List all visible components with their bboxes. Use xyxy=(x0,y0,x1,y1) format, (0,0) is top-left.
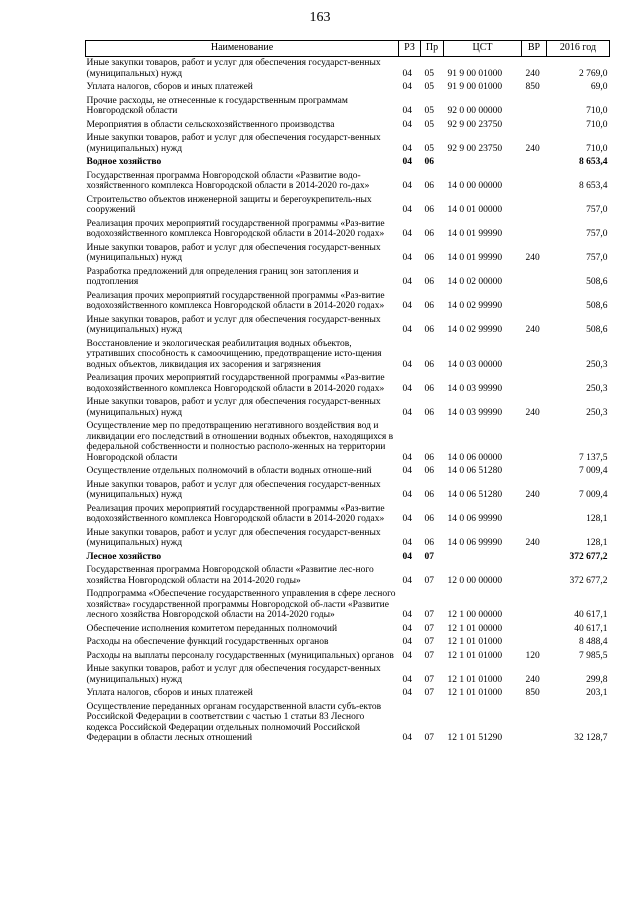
cell-cst: 14 0 03 00000 xyxy=(447,359,503,370)
cell-cst: 12 1 01 01000 xyxy=(447,637,503,647)
cell-rz: 04 xyxy=(402,68,412,79)
table-row xyxy=(86,95,610,119)
table-row xyxy=(86,588,610,623)
cell-cst: 91 9 00 01000 xyxy=(447,68,503,79)
cell-rz: 04 xyxy=(402,82,412,92)
cell-rz: 04 xyxy=(402,575,412,586)
table-row xyxy=(86,314,610,338)
cell-pr: 06 xyxy=(424,325,434,335)
cell-name: Иные закупки товаров, работ и услуг для обеспечения государст-венных (муниципальных) нужд xyxy=(86,314,381,335)
header-name: Наименование xyxy=(86,41,399,57)
header-pr: Пр xyxy=(421,41,444,57)
cell-name: Осуществление отдельных полномочий в области водных отноше-ний xyxy=(86,466,372,476)
page-number: 163 xyxy=(309,10,331,25)
cell-pr: 07 xyxy=(424,637,434,647)
cell-name: Расходы на выплаты персоналу государственных (муниципальных) органов xyxy=(86,650,394,661)
cell-vr xyxy=(522,465,547,479)
cell-pr: 07 xyxy=(424,610,434,620)
cell-rz: 04 xyxy=(402,383,412,394)
table-row xyxy=(86,465,610,479)
cell-pr: 05 xyxy=(424,82,434,92)
cell-amount: 372 677,2 xyxy=(569,551,608,562)
cell-pr: 06 xyxy=(424,301,434,311)
cell-cst: 14 0 06 99990 xyxy=(447,514,503,524)
cell-amount: 508,6 xyxy=(586,301,608,311)
cell-pr: 05 xyxy=(424,68,434,79)
cell-pr: 06 xyxy=(424,383,434,394)
cell-name: Мероприятия в области сельскохозяйственного производства xyxy=(86,119,335,130)
cell-vr xyxy=(522,290,547,314)
cell-amount: 8 653,4 xyxy=(579,157,608,167)
table-row xyxy=(86,194,610,218)
cell-rz: 04 xyxy=(402,301,412,311)
cell-cst: 12 1 01 01000 xyxy=(447,688,503,698)
cell-cst: 92 0 00 00000 xyxy=(447,106,503,116)
cell-amount: 250,3 xyxy=(586,359,608,370)
cell-vr xyxy=(522,170,547,194)
cell-cst: 14 0 03 99990 xyxy=(447,407,503,418)
cell-pr: 06 xyxy=(424,466,434,476)
cell-vr: 240 xyxy=(525,674,540,685)
cell-rz: 04 xyxy=(402,610,412,620)
cell-rz: 04 xyxy=(402,407,412,418)
cell-name: Водное хозяйство xyxy=(86,157,162,167)
cell-pr: 05 xyxy=(424,106,434,116)
cell-rz: 04 xyxy=(402,143,412,154)
cell-rz: 04 xyxy=(402,452,412,463)
cell-cst: 14 0 01 00000 xyxy=(447,205,503,215)
cell-pr: 06 xyxy=(424,181,434,191)
cell-name: Прочие расходы, не отнесенные к государственным программам Новгородской области xyxy=(86,95,348,116)
cell-cst: 91 9 00 01000 xyxy=(447,82,503,92)
cell-vr xyxy=(522,636,547,650)
cell-name: Реализация прочих мероприятий государственной программы «Раз-витие водохозяйственного комплекса Новгородской области в 2014-2020 годах» xyxy=(86,373,385,394)
cell-vr xyxy=(522,95,547,119)
cell-pr: 07 xyxy=(424,674,434,685)
cell-rz: 04 xyxy=(402,466,412,476)
table-row xyxy=(86,420,610,465)
cell-rz: 04 xyxy=(402,623,412,634)
cell-name: Строительство объектов инженерной защиты и берегоукрепитель-ных сооружений xyxy=(86,194,372,215)
cell-pr: 06 xyxy=(424,490,434,500)
cell-amount: 7 009,4 xyxy=(579,466,608,476)
cell-pr: 06 xyxy=(424,277,434,287)
cell-amount: 40 617,1 xyxy=(574,623,608,634)
cell-rz: 04 xyxy=(402,538,412,548)
cell-pr: 06 xyxy=(424,407,434,418)
cell-rz: 04 xyxy=(402,119,412,130)
table-header-row xyxy=(86,41,610,57)
header-cst: ЦСТ xyxy=(444,41,522,57)
cell-name: Обеспечение исполнения комитетом переданных полномочий xyxy=(86,623,338,634)
cell-name: Уплата налогов, сборов и иных платежей xyxy=(86,688,253,698)
table-row xyxy=(86,650,610,664)
table-row xyxy=(86,687,610,701)
cell-pr: 07 xyxy=(424,623,434,634)
cell-cst: 14 0 02 00000 xyxy=(447,277,503,287)
cell-amount: 203,1 xyxy=(586,688,608,698)
table-row xyxy=(86,372,610,396)
cell-name: Реализация прочих мероприятий государственной программы «Раз-витие водохозяйственного комплекса Новгородской области в 2014-2020 годах» xyxy=(86,503,385,524)
cell-amount: 7 137,5 xyxy=(579,452,608,463)
cell-vr: 120 xyxy=(525,650,540,661)
cell-vr xyxy=(522,701,547,746)
cell-amount: 508,6 xyxy=(586,325,608,335)
cell-name: Расходы на обеспечение функций государственных органов xyxy=(86,637,329,647)
cell-pr: 07 xyxy=(424,688,434,698)
cell-cst: 92 9 00 23750 xyxy=(447,119,503,130)
cell-cst: 12 1 01 01000 xyxy=(447,650,503,661)
cell-vr xyxy=(522,588,547,623)
cell-name: Иные закупки товаров, работ и услуг для обеспечения государст-венных (муниципальных) нужд xyxy=(86,133,381,154)
cell-cst: 14 0 06 51280 xyxy=(447,466,503,476)
cell-rz: 04 xyxy=(402,229,412,239)
cell-amount: 128,1 xyxy=(586,538,608,548)
cell-cst: 14 0 02 99990 xyxy=(447,325,503,335)
cell-rz: 04 xyxy=(402,514,412,524)
cell-name: Лесное хозяйство xyxy=(86,551,162,562)
cell-name: Иные закупки товаров, работ и услуг для обеспечения государст-венных (муниципальных) нужд xyxy=(86,58,381,79)
cell-vr xyxy=(522,266,547,290)
table-row xyxy=(86,338,610,373)
cell-cst: 14 0 01 99990 xyxy=(447,229,503,239)
budget-table xyxy=(85,40,610,746)
cell-pr: 05 xyxy=(424,143,434,154)
cell-vr xyxy=(522,420,547,465)
table-row xyxy=(86,81,610,95)
cell-vr: 850 xyxy=(525,82,540,92)
table-row xyxy=(86,266,610,290)
cell-pr: 06 xyxy=(424,514,434,524)
cell-amount: 128,1 xyxy=(586,514,608,524)
table-row xyxy=(86,551,610,565)
table-row xyxy=(86,503,610,527)
cell-rz: 04 xyxy=(402,490,412,500)
cell-cst xyxy=(444,156,522,170)
table-row xyxy=(86,242,610,266)
header-year: 2016 год xyxy=(547,41,610,57)
cell-amount: 7 009,4 xyxy=(579,490,608,500)
table-row xyxy=(86,479,610,503)
cell-name: Реализация прочих мероприятий государственной программы «Раз-витие водохозяйственного комплекса Новгородской области в 2014-2020 годах» xyxy=(86,290,385,311)
cell-pr: 07 xyxy=(424,650,434,661)
table-row xyxy=(86,170,610,194)
table-row xyxy=(86,218,610,242)
cell-cst xyxy=(444,551,522,565)
cell-rz: 04 xyxy=(402,157,412,167)
cell-pr: 05 xyxy=(424,119,434,130)
cell-vr: 240 xyxy=(525,538,540,548)
cell-amount: 8 653,4 xyxy=(579,181,608,191)
cell-vr xyxy=(522,623,547,637)
header-rz: РЗ xyxy=(399,41,421,57)
cell-name: Иные закупки товаров, работ и услуг для обеспечения государст-венных (муниципальных) нужд xyxy=(86,242,381,263)
table-row xyxy=(86,701,610,746)
cell-pr: 06 xyxy=(424,452,434,463)
cell-rz: 04 xyxy=(402,551,412,562)
table-row xyxy=(86,636,610,650)
cell-amount: 757,0 xyxy=(586,205,608,215)
cell-vr xyxy=(522,551,547,565)
table-row xyxy=(86,564,610,588)
cell-pr: 07 xyxy=(424,575,434,586)
table-row xyxy=(86,527,610,551)
cell-rz: 04 xyxy=(402,637,412,647)
cell-name: Восстановление и экологическая реабилитация водных объектов, утративших способность к самоочищению, предотвращение исто-щения водных объектов, ликвидация их засорения и загрязнения xyxy=(86,338,382,370)
cell-pr: 06 xyxy=(424,359,434,370)
cell-rz: 04 xyxy=(402,674,412,685)
cell-rz: 04 xyxy=(402,253,412,263)
cell-name: Иные закупки товаров, работ и услуг для обеспечения государст-венных (муниципальных) нужд xyxy=(86,527,381,548)
cell-amount: 8 488,4 xyxy=(579,637,608,647)
cell-name: Реализация прочих мероприятий государственной программы «Раз-витие водохозяйственного комплекса Новгородской области в 2014-2020 годах» xyxy=(86,218,385,239)
cell-amount: 757,0 xyxy=(586,253,608,263)
cell-amount: 7 985,5 xyxy=(579,650,608,661)
cell-amount: 299,8 xyxy=(586,674,608,685)
cell-vr xyxy=(522,194,547,218)
cell-cst: 12 1 00 00000 xyxy=(447,610,503,620)
cell-pr: 06 xyxy=(424,157,434,167)
cell-vr xyxy=(522,156,547,170)
cell-cst: 14 0 06 51280 xyxy=(447,490,503,500)
cell-vr: 240 xyxy=(525,68,540,79)
cell-rz: 04 xyxy=(402,650,412,661)
cell-amount: 710,0 xyxy=(586,119,608,130)
cell-pr: 06 xyxy=(424,253,434,263)
cell-name: Осуществление мер по предотвращению негативного воздействия вод и ликвидации его последствий в отношении водных объектов, находящихся в федеральной собственности и полностью располо-женных на территории Новгородской области xyxy=(86,421,394,463)
cell-vr xyxy=(522,564,547,588)
cell-rz: 04 xyxy=(402,205,412,215)
cell-vr: 240 xyxy=(525,325,540,335)
table-row xyxy=(86,290,610,314)
cell-name: Уплата налогов, сборов и иных платежей xyxy=(86,82,253,92)
cell-amount: 250,3 xyxy=(586,407,608,418)
cell-amount: 2 769,0 xyxy=(579,68,608,79)
cell-vr xyxy=(522,372,547,396)
table-row xyxy=(86,623,610,637)
cell-amount: 69,0 xyxy=(590,82,608,92)
cell-vr xyxy=(522,338,547,373)
cell-cst: 12 1 01 51290 xyxy=(447,733,503,743)
table-row xyxy=(86,663,610,687)
cell-rz: 04 xyxy=(402,359,412,370)
cell-amount: 372 677,2 xyxy=(569,575,608,586)
cell-cst: 14 0 01 99990 xyxy=(447,253,503,263)
cell-vr: 240 xyxy=(525,253,540,263)
cell-cst: 12 0 00 00000 xyxy=(447,575,503,586)
cell-cst: 14 0 06 99990 xyxy=(447,538,503,548)
table-row xyxy=(86,396,610,420)
cell-rz: 04 xyxy=(402,325,412,335)
cell-cst: 14 0 00 00000 xyxy=(447,181,503,191)
cell-pr: 06 xyxy=(424,205,434,215)
table-row xyxy=(86,156,610,170)
cell-amount: 40 617,1 xyxy=(574,610,608,620)
cell-vr: 240 xyxy=(525,143,540,154)
cell-pr: 06 xyxy=(424,538,434,548)
cell-name: Иные закупки товаров, работ и услуг для обеспечения государст-венных (муниципальных) нужд xyxy=(86,664,381,685)
cell-pr: 06 xyxy=(424,229,434,239)
cell-cst: 92 9 00 23750 xyxy=(447,143,503,154)
cell-vr xyxy=(522,503,547,527)
cell-cst: 14 0 02 99990 xyxy=(447,301,503,311)
cell-pr: 07 xyxy=(424,733,434,743)
cell-amount: 250,3 xyxy=(586,383,608,394)
cell-rz: 04 xyxy=(402,277,412,287)
cell-name: Разработка предложений для определения границ зон затопления и подтопления xyxy=(86,266,359,287)
cell-amount: 710,0 xyxy=(586,106,608,116)
cell-rz: 04 xyxy=(402,181,412,191)
cell-name: Иные закупки товаров, работ и услуг для обеспечения государст-венных (муниципальных) нужд xyxy=(86,479,381,500)
header-vr: ВР xyxy=(522,41,547,57)
table-row xyxy=(86,119,610,133)
cell-name: Подпрограмма «Обеспечение государственного управления в сфере лесного хозяйства» государственной программы Новгородской об-ласти «Развитие лесного хозяйства Новгородской области на 2014-2020 годы» xyxy=(86,589,396,620)
cell-cst: 12 1 01 00000 xyxy=(447,623,503,634)
table-row xyxy=(86,132,610,156)
cell-vr xyxy=(522,218,547,242)
cell-amount: 508,6 xyxy=(586,277,608,287)
cell-name: Государственная программа Новгородской области «Развитие водо-хозяйственного комплекса Новгородской области в 2014-2020 го-дах» xyxy=(86,170,370,191)
cell-rz: 04 xyxy=(402,688,412,698)
cell-name: Государственная программа Новгородской области «Развитие лес-ного хозяйства Новгородской области на 2014-2020 годы» xyxy=(86,565,374,586)
cell-vr: 240 xyxy=(525,407,540,418)
cell-name: Иные закупки товаров, работ и услуг для обеспечения государст-венных (муниципальных) нужд xyxy=(86,397,381,418)
cell-rz: 04 xyxy=(402,733,412,743)
cell-pr: 07 xyxy=(424,551,434,562)
cell-amount: 710,0 xyxy=(586,143,608,154)
cell-vr: 240 xyxy=(525,490,540,500)
cell-vr: 850 xyxy=(525,688,540,698)
table-row xyxy=(86,57,610,82)
cell-amount: 757,0 xyxy=(586,229,608,239)
cell-amount: 32 128,7 xyxy=(574,733,608,743)
cell-vr xyxy=(522,119,547,133)
cell-cst: 14 0 03 99990 xyxy=(447,383,503,394)
cell-rz: 04 xyxy=(402,106,412,116)
cell-cst: 14 0 06 00000 xyxy=(447,452,503,463)
cell-name: Осуществление переданных органам государственной власти субъ-ектов Российской Федерации в соответствии с частью 1 статьи 83 Лесного кодекса Российской Федерации отдельных полномочий Российской Федерации в области лесных отношений xyxy=(86,701,382,743)
cell-cst: 12 1 01 01000 xyxy=(447,674,503,685)
